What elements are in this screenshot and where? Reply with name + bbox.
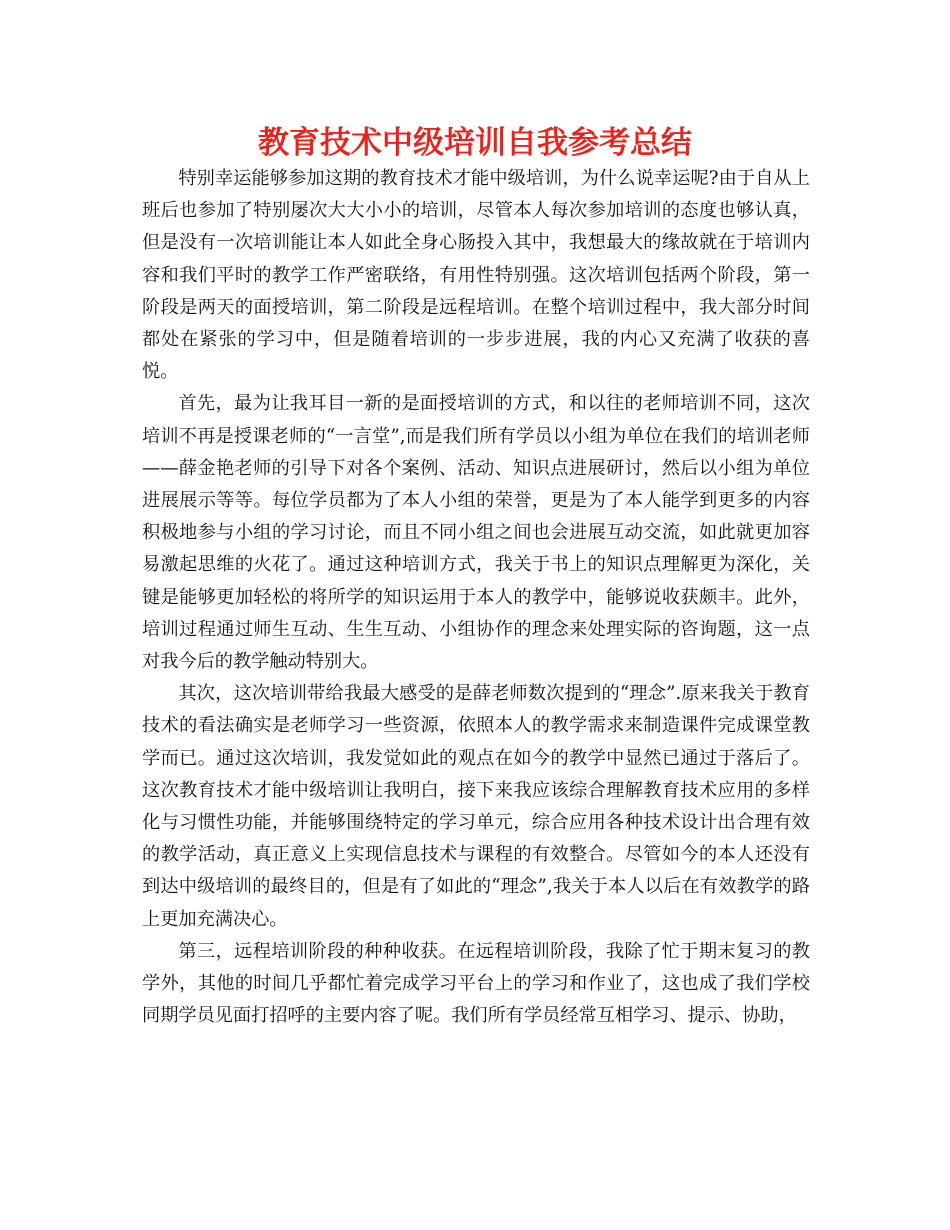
document-body	[142, 163, 810, 1032]
paragraph-4: 第三，远程培训阶段的种种收获。在远程培训阶段，我除了忙于期末复习的教学外，其他的时间几乎都忙着完成学习平台上的学习和作业了，这也成了我们学校同期学员见面打招呼的主要内容了呢。我们所有学员经常互相学习、提示、协助，	[142, 940, 810, 1027]
paragraph-2: 首先，最为让我耳目一新的是面授培训的方式，和以往的老师培训不同，这次培训不再是授课老师的“一言堂”,而是我们所有学员以小组为单位在我们的培训老师——薛金艳老师的引导下对各个案例、活动、知识点进展研讨，然后以小组为单位进展展示等等。每位学员都为了本人小组的荣誉，更是为了本人能学到更多的内容积极地参与小组的学习讨论，而且不同小组之间也会进展互动交流，如此就更加容易激起思维的火花了。通过这种培训方式，我关于书上的知识点理解更为深化，关键是能够更加轻松的将所学的知识运用于本人的教学中，能够说收获颇丰。此外，培训过程通过师生互动、生生互动、小组协作的理念来处理实际的咨询题，这一点对我今后的教学触动特别大。	[142, 393, 810, 673]
paragraph-3: 其次，这次培训带给我最大感受的是薛老师数次提到的“理念”.原来我关于教育技术的看法确实是老师学习一些资源，依照本人的教学需求来制造课件完成课堂教学而已。通过这次培训，我发觉如此的观点在如今的教学中显然已通过于落后了。这次教育技术才能中级培训让我明白，接下来我应该综合理解教育技术应用的多样化与习惯性功能，并能够围绕特定的学习单元，综合应用各种技术设计出合理有效的教学活动，真正意义上实现信息技术与课程的有效整合。尽管如今的本人还没有到达中级培训的最终目的，但是有了如此的“理念”,我关于本人以后在有效教学的路上更加充满决心。	[142, 683, 810, 930]
document-title: 教育技术中级培训自我参考总结	[258, 125, 692, 161]
paragraph-1: 特别幸运能够参加这期的教育技术才能中级培训，为什么说幸运呢?由于自从上班后也参加了特别屡次大大小小的培训，尽管本人每次参加培训的态度也够认真，但是没有一次培训能让本人如此全身心肠投入其中，我想最大的缘故就在于培训内容和我们平时的教学工作严密联络，有用性特别强。这次培训包括两个阶段，第一阶段是两天的面授培训，第二阶段是远程培训。在整个培训过程中，我大部分时间都处在紧张的学习中，但是随着培训的一步步进展，我的内心又充满了收获的喜悦。	[142, 168, 810, 383]
